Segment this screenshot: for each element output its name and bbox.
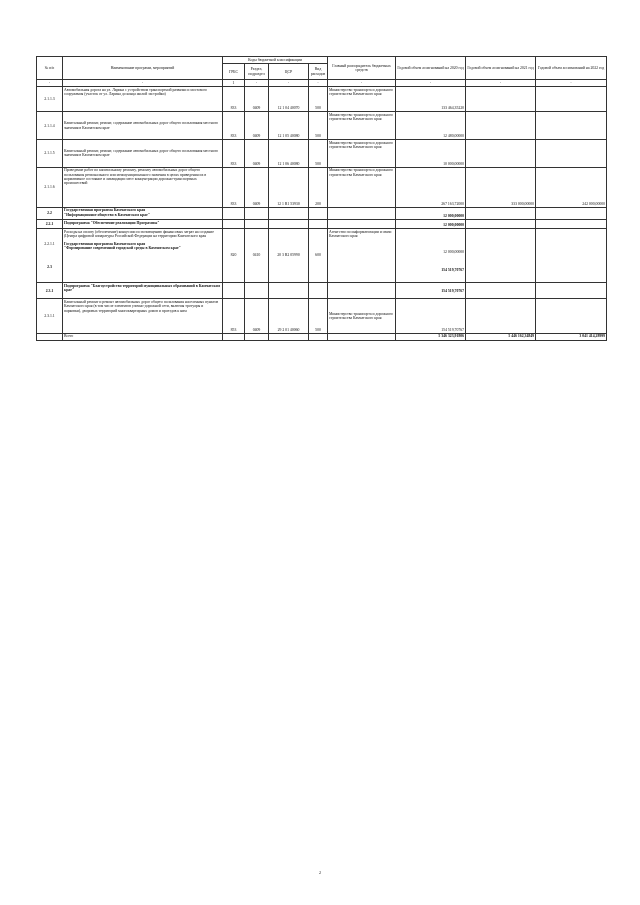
row-name: Капитальный ремонт, ремонт, содержание автомобильных дорог общего пользования местного значения в Камчатском крае bbox=[63, 140, 223, 167]
row-razdel bbox=[245, 219, 269, 228]
row-num-line: 2.3 bbox=[47, 264, 52, 269]
row-distributor bbox=[328, 333, 396, 340]
total-2021: 5 446 162,34849 bbox=[466, 333, 536, 340]
row-razdel: 0409 bbox=[245, 299, 269, 333]
row-name bbox=[63, 229, 223, 283]
row-name-text: Расходы на оплату (обеспечение) концессии по возмещению финансовых затрат на создание (Центра цифровой аппаратуры Российской Федерации на территории Камчатского края bbox=[64, 229, 214, 239]
row-name: Проведение работ по капитальному ремонту, ремонту автомобильных дорог общего пользования регионального или межмуниципального значения в целях приведения их в нормативное состояние и ликвидации мест концентрации дорожно-транспортных происшествий bbox=[63, 167, 223, 207]
row-vr: 500 bbox=[309, 299, 328, 333]
row-vr: 500 bbox=[309, 112, 328, 140]
header-2021: Годовой объем ассигнований на 2021 год bbox=[466, 57, 536, 80]
table-row bbox=[37, 140, 607, 167]
row-2022 bbox=[536, 283, 607, 299]
row-num: 2.3.1 bbox=[37, 283, 63, 299]
row-2020-line: 154 519,70767 bbox=[441, 268, 465, 273]
row-name: Капитальный ремонт и ремонт автомобильных дорог общего пользования населенных пунктов Камчатского края (в том числе элементов улично-дорожной сети, включая тротуары и парковки), дворовых территорий многоквартирных домов и проездов к ним bbox=[63, 299, 223, 333]
row-razdel: 0409 bbox=[245, 112, 269, 140]
row-num bbox=[37, 333, 63, 340]
row-2021 bbox=[466, 283, 536, 299]
row-name-line: Государственная программа Камчатского края bbox=[64, 241, 146, 246]
header-distributor: Главный распорядитель бюджетных средств bbox=[328, 57, 396, 80]
row-grbs: 833 bbox=[223, 112, 245, 140]
row-2021 bbox=[466, 229, 536, 283]
row-grbs bbox=[223, 207, 245, 219]
row-2021 bbox=[466, 299, 536, 333]
row-2022 bbox=[536, 207, 607, 219]
row-name: Капитальный ремонт, ремонт, содержание автомобильных дорог общего пользования местного значения в Камчатском крае bbox=[63, 112, 223, 140]
row-distributor: Министерство транспорта и дорожного строительства Камчатского края bbox=[328, 140, 396, 167]
row-distributor: Министерство транспорта и дорожного строительства Камчатского края bbox=[328, 86, 396, 111]
table-row bbox=[37, 207, 607, 219]
total-2022: 3 041 414,28999 bbox=[536, 333, 607, 340]
row-razdel bbox=[245, 333, 269, 340]
index-cell: - bbox=[466, 80, 536, 87]
row-distributor bbox=[328, 207, 396, 219]
table-row bbox=[37, 299, 607, 333]
row-2021 bbox=[466, 219, 536, 228]
row-num: 2.1.1.4 bbox=[37, 112, 63, 140]
row-razdel: 0409 bbox=[245, 86, 269, 111]
row-distributor: Министерство транспорта и дорожного строительства Камчатского края bbox=[328, 112, 396, 140]
row-2021 bbox=[466, 112, 536, 140]
header-2020: Годовой объем ассигнований на 2020 год bbox=[396, 57, 466, 80]
index-cell: 1 bbox=[223, 80, 245, 87]
row-num: 2.2.1 bbox=[37, 219, 63, 228]
row-grbs bbox=[223, 283, 245, 299]
row-2020: 12 000,00000 bbox=[396, 219, 466, 228]
row-grbs bbox=[223, 219, 245, 228]
row-2021 bbox=[466, 140, 536, 167]
row-razdel bbox=[245, 207, 269, 219]
index-cell: - bbox=[328, 80, 396, 87]
total-label: Всего bbox=[63, 333, 223, 340]
row-name-line: "Информационное общество в Камчатском крае" bbox=[64, 212, 150, 217]
total-row bbox=[37, 333, 607, 340]
row-2022 bbox=[536, 112, 607, 140]
row-vr bbox=[309, 283, 328, 299]
index-cell: - bbox=[396, 80, 466, 87]
index-cell: - bbox=[536, 80, 607, 87]
row-razdel: 0409 bbox=[245, 140, 269, 167]
row-distributor: Министерство транспорта и дорожного строительства Камчатского края bbox=[328, 299, 396, 333]
index-row bbox=[37, 80, 607, 87]
table-row bbox=[37, 167, 607, 207]
row-vr: 500 bbox=[309, 86, 328, 111]
row-num: 2.1.1.6 bbox=[37, 167, 63, 207]
row-2020: 154 519,70767 bbox=[396, 299, 466, 333]
row-distributor bbox=[328, 283, 396, 299]
row-2020: 154 519,70767 bbox=[396, 283, 466, 299]
row-num: 2.1.1.5 bbox=[37, 140, 63, 167]
row-grbs: 833 bbox=[223, 167, 245, 207]
row-2020: 12 480,00000 bbox=[396, 112, 466, 140]
row-csr: 12 1 05 40080 bbox=[269, 112, 309, 140]
header-codes-group: Коды бюджетной классификации bbox=[223, 57, 328, 64]
row-grbs: 820 bbox=[223, 229, 245, 283]
row-2020: 267 163,72000 bbox=[396, 167, 466, 207]
index-cell: - bbox=[245, 80, 269, 87]
header-grbs: ГРБС bbox=[223, 64, 245, 80]
row-csr: 12 1 06 40080 bbox=[269, 140, 309, 167]
row-2020 bbox=[396, 229, 466, 283]
total-2020: 5 346 323,91806 bbox=[396, 333, 466, 340]
row-2020-line: 12 000,00000 bbox=[443, 249, 465, 254]
index-cell: - bbox=[309, 80, 328, 87]
header-csr: ЦСР bbox=[269, 64, 309, 80]
row-2022 bbox=[536, 299, 607, 333]
index-cell: - bbox=[269, 80, 309, 87]
row-grbs: 833 bbox=[223, 140, 245, 167]
index-cell: - bbox=[63, 80, 223, 87]
row-csr bbox=[269, 219, 309, 228]
row-num bbox=[37, 229, 63, 283]
header-num: № п/п bbox=[37, 57, 63, 80]
header-name: Наименование программ, мероприятий bbox=[63, 57, 223, 80]
row-distributor: Агентство по информатизации и связи Камчатского края bbox=[328, 229, 396, 283]
row-2021: 333 000,00000 bbox=[466, 167, 536, 207]
row-num: 2.3.1.1 bbox=[37, 299, 63, 333]
row-csr bbox=[269, 283, 309, 299]
page-number: 2 bbox=[319, 870, 321, 875]
row-distributor bbox=[328, 219, 396, 228]
row-2022 bbox=[536, 140, 607, 167]
row-num: 2.1.1.3 bbox=[37, 86, 63, 111]
row-vr bbox=[309, 333, 328, 340]
table-row bbox=[37, 219, 607, 228]
row-vr: 500 bbox=[309, 140, 328, 167]
header-vr: Вид расходов bbox=[309, 64, 328, 80]
row-name bbox=[63, 207, 223, 219]
row-vr: 600 bbox=[309, 229, 328, 283]
table-row bbox=[37, 86, 607, 111]
row-csr: 20 3 R2 05990 bbox=[269, 229, 309, 283]
row-vr bbox=[309, 207, 328, 219]
row-name: Подпрограмма "Благоустройство территорий муниципальных образований в Камчатском крае" bbox=[63, 283, 223, 299]
row-csr: 12 1 R1 53930 bbox=[269, 167, 309, 207]
row-grbs bbox=[223, 333, 245, 340]
row-razdel: 0409 bbox=[245, 167, 269, 207]
header-row-1 bbox=[37, 57, 607, 64]
row-2021 bbox=[466, 86, 536, 111]
row-2020: 12 000,00000 bbox=[396, 207, 466, 219]
row-csr: 29 2 01 40060 bbox=[269, 299, 309, 333]
budget-table bbox=[36, 56, 607, 341]
row-name: Подпрограмма "Обеспечение реализации Программы" bbox=[63, 219, 223, 228]
header-2022: Годовой объем ассигнований на 2022 год bbox=[536, 57, 607, 80]
row-razdel bbox=[245, 283, 269, 299]
row-csr bbox=[269, 333, 309, 340]
row-name-line: "Формирование современной городской среды в Камчатском крае" bbox=[64, 245, 181, 250]
index-cell: - bbox=[37, 80, 63, 87]
row-grbs: 833 bbox=[223, 86, 245, 111]
row-2020: 10 000,00000 bbox=[396, 140, 466, 167]
row-2020: 133 464,35220 bbox=[396, 86, 466, 111]
row-2022: 242 000,00000 bbox=[536, 167, 607, 207]
row-num-line: 2.2.1.1 bbox=[44, 242, 55, 247]
row-vr: 200 bbox=[309, 167, 328, 207]
row-2021 bbox=[466, 207, 536, 219]
row-csr bbox=[269, 207, 309, 219]
row-name-line: Государственная программа Камчатского края bbox=[64, 208, 146, 213]
table-row bbox=[37, 283, 607, 299]
row-csr: 12 1 04 40070 bbox=[269, 86, 309, 111]
row-num: 2.2 bbox=[37, 207, 63, 219]
row-razdel: 0410 bbox=[245, 229, 269, 283]
table-row bbox=[37, 112, 607, 140]
row-distributor: Министерство транспорта и дорожного строительства Камчатского края bbox=[328, 167, 396, 207]
row-2022 bbox=[536, 229, 607, 283]
row-2022 bbox=[536, 86, 607, 111]
row-name: Автомобильная дорога на ул. Ларина с устройством транспортной развязки и мостового сооружения (участок от ул. Ларина до конца жилой застройки) bbox=[63, 86, 223, 111]
row-vr bbox=[309, 219, 328, 228]
row-grbs: 853 bbox=[223, 299, 245, 333]
row-2022 bbox=[536, 219, 607, 228]
table-row bbox=[37, 229, 607, 283]
header-razdel: Раздел, подраздел bbox=[245, 64, 269, 80]
budget-table-sheet bbox=[36, 56, 606, 341]
